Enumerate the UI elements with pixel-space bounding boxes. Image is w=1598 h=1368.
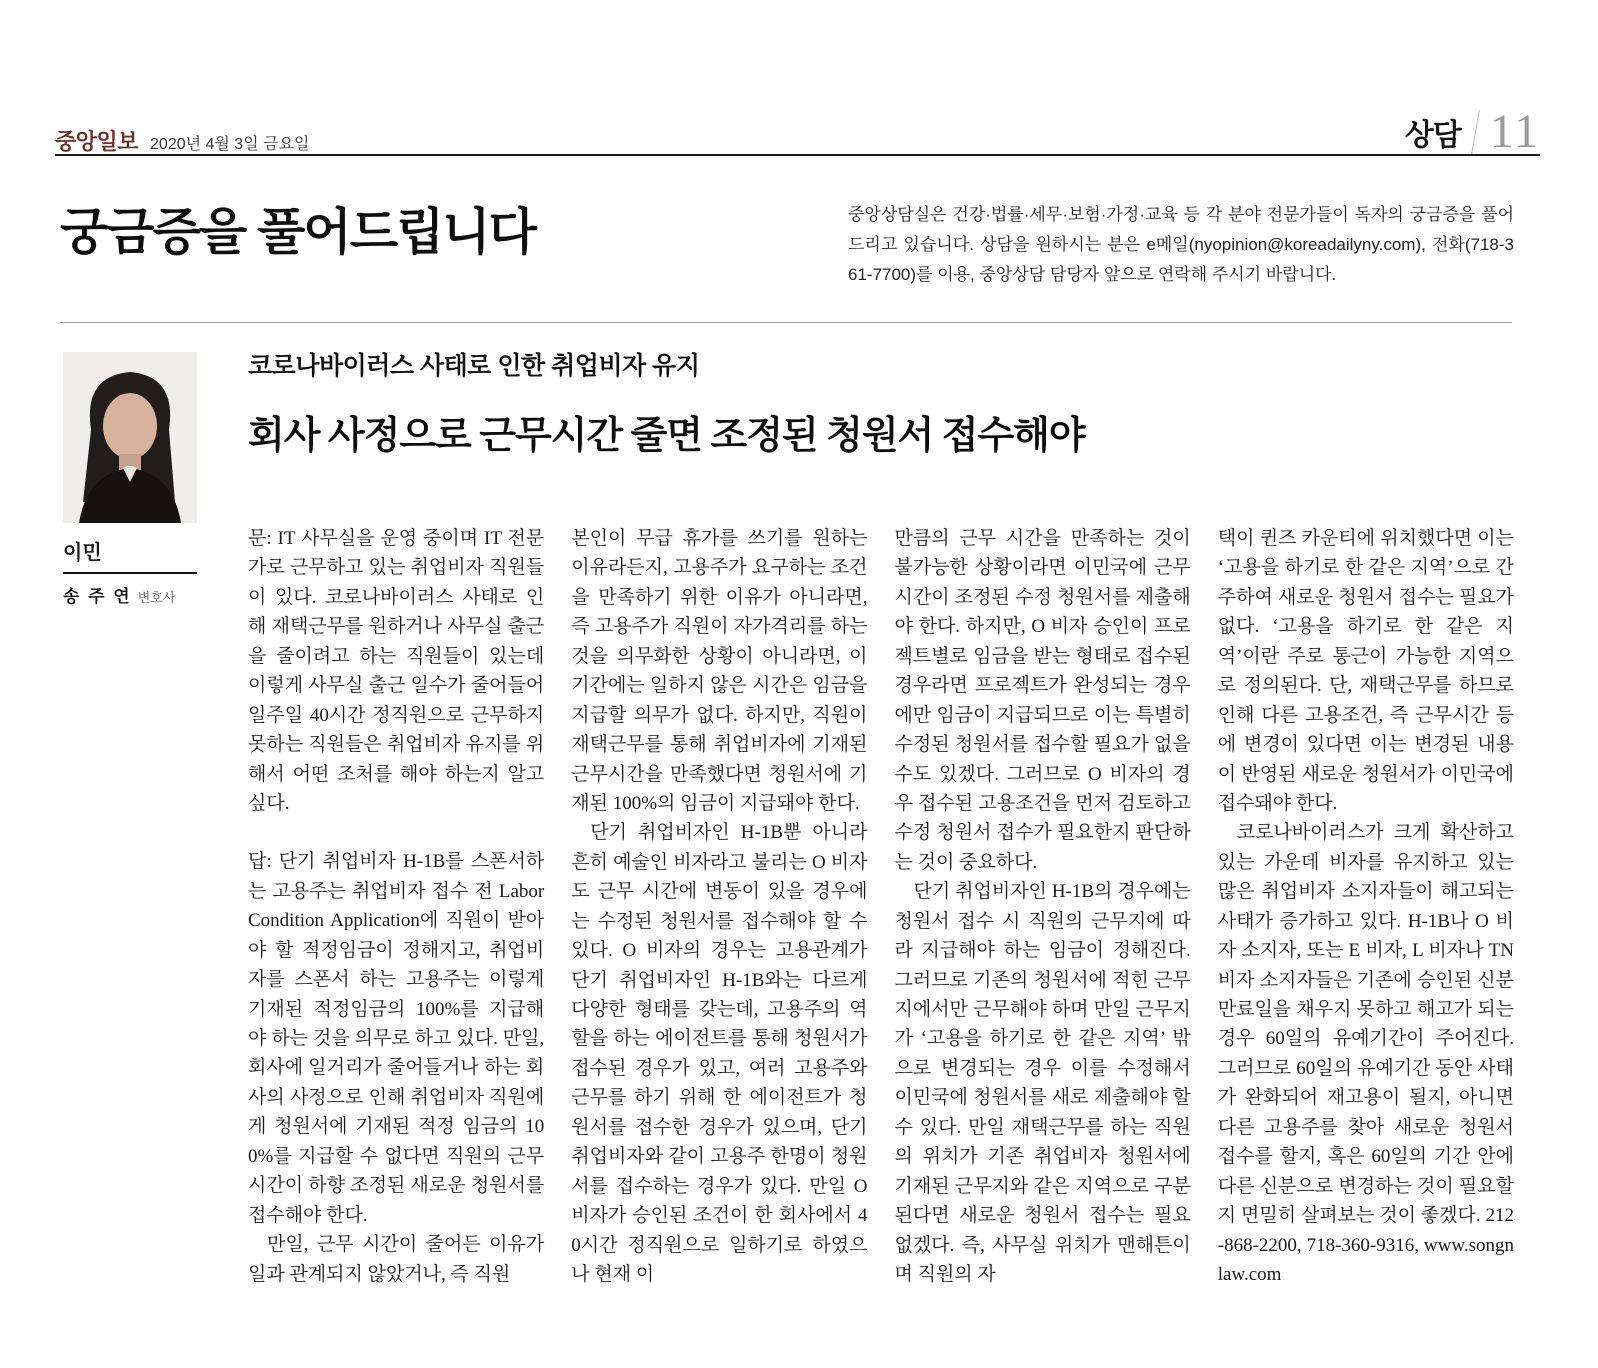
- issue-date: 2020년 4월 3일 금요일: [150, 136, 310, 153]
- author-rule: [63, 572, 197, 574]
- author-box: [63, 352, 197, 607]
- masthead: [55, 105, 1540, 158]
- author-title: 변호사: [137, 590, 176, 605]
- author-photo: [63, 352, 197, 523]
- masthead-left: [55, 125, 309, 156]
- paragraph: 단기 취업비자인 H-1B뿐 아니라 흔히 예술인 비자라고 불리는 O 비자도 근무 시간에 변동이 있을 경우에는 수정된 청원서를 접수해야 할 수 있다. O 비자의 경우는 고용관계가 단기 취업비자인 H-1B와는 다르게 다양한 형태를 갖는데, 고용주의 역할을 하는 에이전트를 통해 청원서가 접수된 경우가 있고, 여러 고용주와 근무를 하기 위해 한 에이전트가 청원서를 접수한 경우가 있으며, 단기 취업비자와 같이 고용주 한명이 청원서를 접수하는 경우가 있다. 만일 O 비자가 승인된 조건이 한 회사에서 40시간 정직원으로 일하기로 하였으나 현재 이: [571, 822, 868, 1285]
- section-rule: [60, 322, 1512, 323]
- body-column-3: [895, 524, 1191, 1314]
- banner-intro: 중앙상담실은 건강·법률·세무·보험·가정·교육 등 각 분야 전문가들이 독자의 궁금증을 풀어드리고 있습니다. 상담을 원하시는 분은 e메일(nyopinion@koreadailyny.com), 전화(718-361-7700)를 이용, 중앙상담 담당자 앞으로 연락해 주시기 바랍니다.: [848, 205, 1514, 284]
- paragraph: 본인이 무급 휴가를 쓰기를 원하는 이유라든지, 고용주가 요구하는 조건을 만족하기 위한 이유가 아니라면, 즉 고용주가 직원이 자가격리를 하는 것을 의무화한 상황이 아니라면, 이 기간에는 일하지 않은 시간은 임금을 지급할 의무가 없다. 하지만, 직원이 재택근무를 통해 취업비자에 기재된 근무시간을 만족했다면 청원서에 기재된 100%의 임금이 지급돼야 한다.: [571, 528, 868, 814]
- body-column-4: [1218, 524, 1514, 1314]
- author-name: 송 주 연: [63, 587, 132, 606]
- paragraph-question: 문: IT 사무실을 운영 중이며 IT 전문가로 근무하고 있는 취업비자 직원들이 있다. 코로나바이러스 사태로 인해 재택근무를 원하거나 사무실 출근을 줄이려고 하는 직원들이 있는데 이렇게 사무실 출근 일수가 줄어들어 일주일 40시간 정직원으로 근무하지 못하는 직원들은 취업비자 유지를 위해서 어떤 조처를 해야 하는지 알고 싶다.: [248, 528, 545, 814]
- paragraph: 만큼의 근무 시간을 만족하는 것이 불가능한 상황이라면 이민국에 근무 시간이 조정된 수정 청원서를 제출해야 한다. 하지만, O 비자 승인이 프로젝트별로 임금을 받는 형태로 접수된 경우라면 프로젝트가 완성되는 경우에만 임금이 지급되므로 이는 특별히 수정된 청원서를 접수할 필요가 없을 수도 있겠다. 그러므로 O 비자의 경우 접수된 고용조건을 먼저 검토하고 수정 청원서 접수가 필요한지 판단하는 것이 중요하다.: [894, 528, 1191, 873]
- author-byline: [63, 582, 197, 607]
- portrait-illustration: [63, 352, 197, 523]
- masthead-right: [1404, 105, 1540, 158]
- paper-name: 중앙일보: [55, 129, 139, 154]
- article-headline: 회사 사정으로 근무시간 줄면 조정된 청원서 접수해야: [248, 415, 1085, 457]
- paragraph: 만일, 근무 시간이 줄어든 이유가 일과 관계되지 않았거나, 즉 직원: [248, 1234, 545, 1285]
- paragraph-answer: 답: 단기 취업비자 H-1B를 스폰서하는 고용주는 취업비자 접수 전 Labor Condition Application에 직원이 받아야 할 적정임금이 정해지고, 취업비자를 스폰서 하는 고용주는 이렇게 기재된 적정임금의 100%를 지급해야 하는 것을 의무로 하고 있다. 만일, 회사에 일거리가 줄어들거나 하는 회사의 사정으로 인해 취업비자 직원에게 청원서에 기재된 적정 임금의 100%를 지급할 수 없다면 직원의 근무 시간이 하향 조정된 새로운 청원서를 접수해야 한다.: [248, 851, 545, 1226]
- article-body: [248, 524, 1514, 1314]
- author-category: 이민: [63, 542, 102, 564]
- section-name: 상담: [1404, 119, 1461, 152]
- header-rule: [55, 154, 1540, 156]
- page-number: 11: [1489, 105, 1540, 158]
- paragraph: 코로나바이러스가 크게 확산하고 있는 가운데 비자를 유지하고 있는 많은 취업비자 소지자들이 해고되는 사태가 증가하고 있다. H-1B나 O 비자 소지자, 또는 E 비자, L 비자나 TN 비자 소지자들은 기존에 승인된 신분 만료일을 채우지 못하고 해고가 되는 경우 60일의 유예기간이 주어진다. 그러므로 60일의 유예기간 동안 사태가 완화되어 재고용이 될지, 아니면 다른 고용주를 찾아 새로운 청원서 접수를 할지, 혹은 60일의 기간 안에 다른 신분으로 변경하는 것이 필요할지 면밀히 살펴보는 것이 좋겠다. 212-868-2200, 718-360-9316, www.songnlaw.com: [1217, 822, 1514, 1285]
- body-column-2: [571, 524, 867, 1314]
- article-kicker: 코로나바이러스 사태로 인한 취업비자 유지: [248, 352, 700, 380]
- paragraph: 택이 퀸즈 카운티에 위치했다면 이는 ‘고용을 하기로 한 같은 지역’으로 간주하여 새로운 청원서 접수는 필요가 없다. ‘고용을 하기로 한 같은 지역’이란 주로 통근이 가능한 지역으로 정의된다. 단, 재택근무를 하므로 인해 다른 고용조건, 즉 근무시간 등에 변경이 있다면 이는 변경된 내용이 반영된 새로운 청원서가 이민국에 접수돼야 한다.: [1217, 528, 1514, 814]
- section-divider: [1471, 110, 1480, 154]
- banner-title: 궁금증을 풀어드립니다: [60, 204, 535, 260]
- body-column-1: [248, 524, 544, 1314]
- paragraph: 단기 취업비자인 H-1B의 경우에는 청원서 접수 시 직원의 근무지에 따라 지급해야 하는 임금이 정해진다. 그러므로 기존의 청원서에 적힌 근무지에서만 근무해야 하며 만일 근무지가 ‘고용을 하기로 한 같은 지역’ 밖으로 변경되는 경우 이를 수정해서 이민국에 청원서를 새로 제출해야 할 수 있다. 만일 재택근무를 하는 직원의 위치가 기존 취업비자 청원서에 기재된 근무지와 같은 지역으로 구분된다면 새로운 청원서 접수는 필요 없겠다. 즉, 사무실 위치가 맨해튼이며 직원의 자: [894, 881, 1191, 1285]
